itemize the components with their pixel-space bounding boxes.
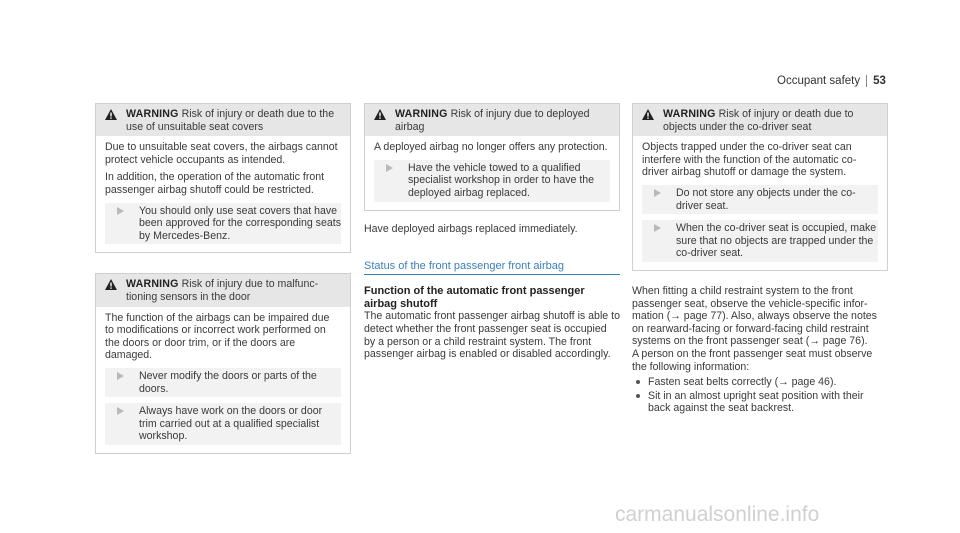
running-header <box>777 75 886 87</box>
column-2 <box>364 103 620 361</box>
bullet-dot-icon <box>636 380 640 384</box>
instruction-item <box>105 203 341 245</box>
section-title: Status of the front passenger front airbag <box>364 260 620 275</box>
warning-paragraph: In addition, the operation of the automatic front passenger airbag shutoff could be restricted. <box>105 171 325 196</box>
section-name: Occupant safety <box>777 75 861 87</box>
instruction-item <box>105 368 341 397</box>
column-1 <box>95 103 351 454</box>
watermark: carmanualsonline.info <box>615 503 820 526</box>
arrow-bullet-icon <box>117 407 124 415</box>
column-3 <box>632 103 888 416</box>
list-item <box>632 376 888 389</box>
arrow-bullet-icon <box>117 372 124 380</box>
warning-header <box>365 104 619 136</box>
warning-body <box>365 136 619 209</box>
warning-paragraph: The function of the airbags can be impaired due to modifications or incorrect work performed on the doors or door trim, or if the doors are damaged. <box>105 311 330 362</box>
warning-body <box>633 136 887 270</box>
body-paragraph: Have deployed airbags replaced immediately. <box>364 222 578 235</box>
arrow-bullet-icon <box>386 164 393 172</box>
page-number: 53 <box>866 75 886 87</box>
list-item <box>632 390 888 415</box>
list-item-text: Fasten seat belts correctly (→ page 46). <box>648 376 837 389</box>
instruction-text: Do not store any objects under the co-driver seat. <box>676 186 856 212</box>
instruction-text: You should only use seat covers that have been approved for the corresponding seats by Mercedes-Benz. <box>139 204 342 242</box>
warning-title: Risk of injury or death due to the use of unsuitable seat covers <box>126 108 335 133</box>
arrow-bullet-icon <box>117 207 124 215</box>
text-block <box>364 223 620 236</box>
warning-body <box>96 307 350 453</box>
warning-box-seat-covers <box>95 103 351 253</box>
warning-header <box>96 274 350 306</box>
warning-keyword: WARNING <box>126 278 179 291</box>
list-item-text: Sit in an almost upright seat position with their back against the seat backrest. <box>648 389 864 415</box>
warning-box-objects-under-seat <box>632 103 888 271</box>
warning-keyword: WARNING <box>126 108 179 120</box>
warning-title: Risk of injury due to malfunctioning sensors in the door <box>126 278 319 303</box>
warning-keyword: WARNING <box>663 108 716 120</box>
subsection-title: Function of the automatic front passenger airbag shutoff <box>364 285 585 310</box>
body-paragraph: A person on the front passenger seat must observe the following information: <box>632 347 873 373</box>
bullet-list <box>632 376 888 415</box>
body-paragraph: When fitting a child restraint system to the front passenger seat, observe the vehicle-specific information (→ page 77). Also, always observe the notes on rearward-facing or forward-facing child restraint systems on the front passenger seat (→ page 76). <box>632 284 877 348</box>
warning-paragraph: Objects trapped under the co-driver seat can interfere with the function of the automatic co-driver airbag shutoff or damage the system. <box>642 141 857 179</box>
warning-header <box>96 104 350 136</box>
text-block <box>364 285 620 361</box>
instruction-text: When the co-driver seat is occupied, make sure that no objects are trapped under the co-driver seat. <box>676 222 877 260</box>
instruction-text: Have the vehicle towed to a qualified specialist workshop in order to have the deployed airbag replaced. <box>408 161 595 199</box>
warning-triangle-icon <box>105 109 117 120</box>
warning-title: Risk of injury due to deployed airbag <box>395 108 590 133</box>
instruction-item <box>642 185 878 214</box>
warning-body <box>96 136 350 252</box>
warning-triangle-icon <box>642 109 654 120</box>
warning-box-deployed-airbag <box>364 103 620 211</box>
warning-header <box>633 104 887 136</box>
warning-triangle-icon <box>105 279 117 290</box>
warning-box-door-sensors <box>95 273 351 454</box>
arrow-bullet-icon <box>654 189 661 197</box>
body-paragraph: The automatic front passenger airbag shutoff is able to detect whether the front passenger seat is occupied by a person or a child restraint system. The front passenger airbag is enabled or disabled accordingly. <box>364 310 620 361</box>
warning-triangle-icon <box>374 109 386 120</box>
instruction-text: Never modify the doors or parts of the doors. <box>139 369 317 395</box>
instruction-text: Always have work on the doors or door trim carried out at a qualified specialist workshop. <box>139 405 323 443</box>
text-block <box>632 285 888 415</box>
instruction-item <box>105 403 341 445</box>
arrow-bullet-icon <box>654 224 661 232</box>
bullet-dot-icon <box>636 394 640 398</box>
warning-keyword: WARNING <box>395 108 448 120</box>
warning-paragraph: Due to unsuitable seat covers, the airbags cannot protect vehicle occupants as intended. <box>105 141 338 166</box>
instruction-item <box>642 220 878 262</box>
instruction-item <box>374 160 610 202</box>
warning-paragraph: A deployed airbag no longer offers any protection. <box>374 141 608 154</box>
warning-title: Risk of injury or death due to objects under the co-driver seat <box>663 108 854 133</box>
